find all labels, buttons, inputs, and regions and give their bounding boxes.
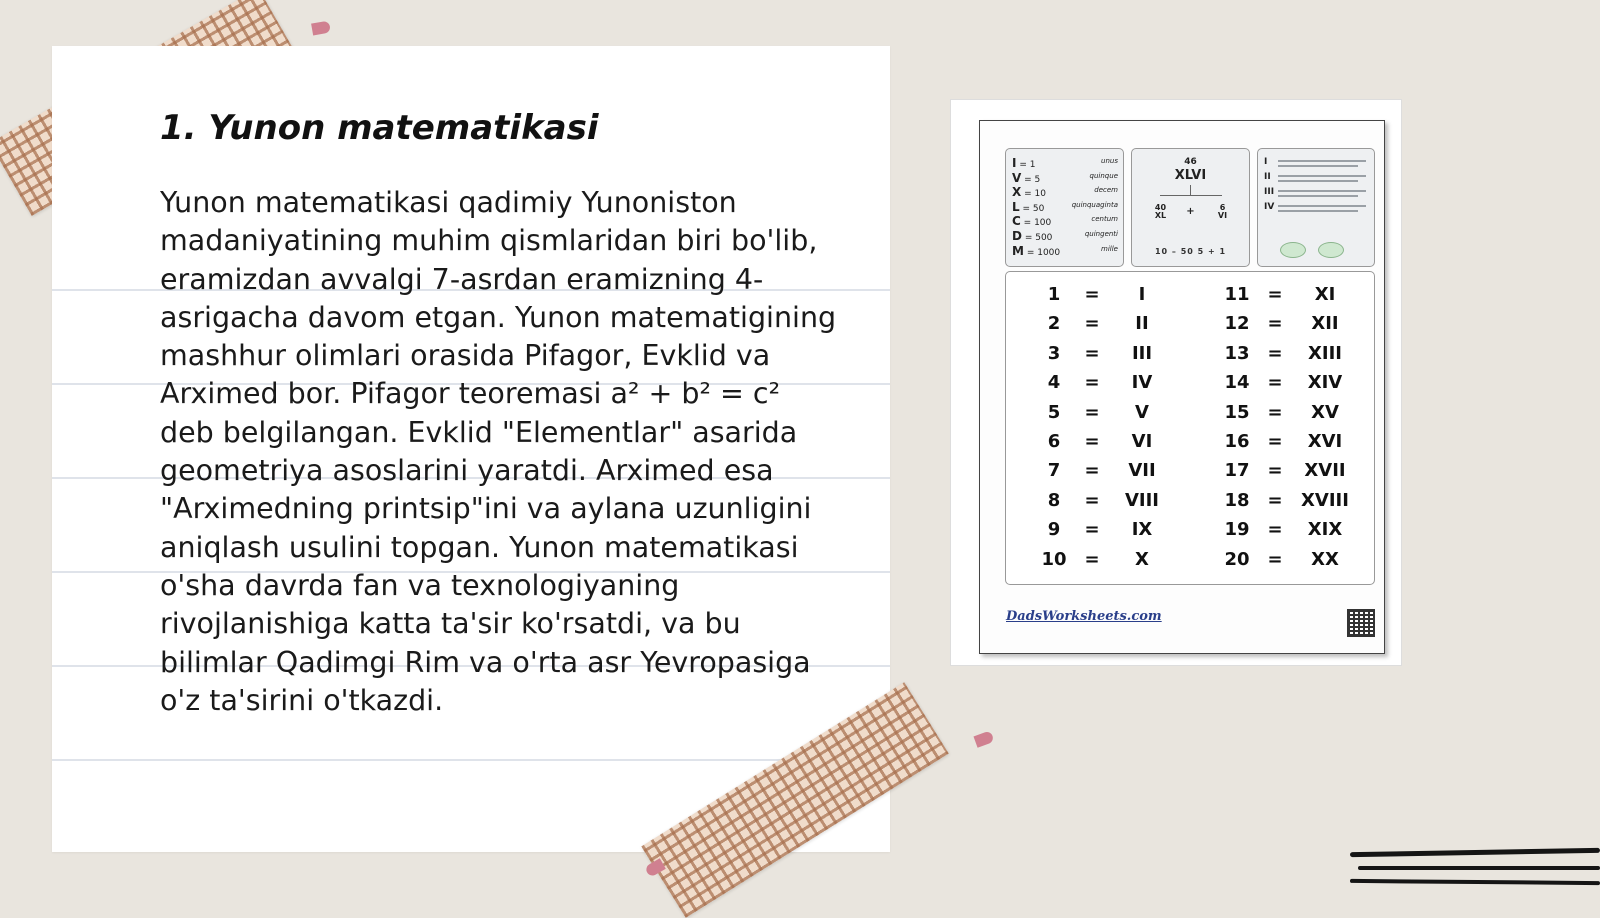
numeral-table-row xyxy=(1211,519,1371,545)
rule-text-line xyxy=(1278,160,1366,162)
symbol-latin: quinquaginta xyxy=(1071,200,1118,209)
symbol-numeral: I xyxy=(1012,156,1017,170)
table-equals: = xyxy=(1084,372,1100,394)
symbol-latin: unus xyxy=(1101,157,1118,165)
table-roman: II xyxy=(1135,313,1149,335)
numeral-table-row xyxy=(1028,490,1188,516)
table-number: 9 xyxy=(1047,519,1061,541)
worksheet-page xyxy=(979,120,1385,654)
table-equals: = xyxy=(1267,372,1283,394)
numeral-table-row xyxy=(1211,402,1371,428)
table-number: 20 xyxy=(1224,548,1250,570)
table-equals: = xyxy=(1267,342,1283,364)
table-number: 4 xyxy=(1047,372,1061,394)
table-equals: = xyxy=(1084,284,1100,305)
table-equals: = xyxy=(1267,313,1283,335)
numeral-table xyxy=(1005,271,1375,585)
table-roman: VIII xyxy=(1124,489,1160,511)
symbol-latin: quinque xyxy=(1089,171,1118,180)
table-equals: = xyxy=(1084,519,1100,541)
qr-code-icon xyxy=(1347,609,1375,637)
table-roman: X xyxy=(1135,548,1149,570)
table-equals: = xyxy=(1267,489,1283,511)
table-roman: V xyxy=(1135,401,1149,423)
table-number: 15 xyxy=(1224,401,1250,423)
table-roman: I xyxy=(1138,284,1146,305)
tree-branch xyxy=(1190,185,1191,195)
rule-numeral: III xyxy=(1264,187,1275,197)
table-equals: = xyxy=(1084,342,1100,364)
table-roman: XVII xyxy=(1304,460,1346,482)
table-equals: = xyxy=(1084,460,1100,482)
tree-right-numeral: VI xyxy=(1217,211,1228,220)
symbol-latin: quingenti xyxy=(1084,230,1118,238)
numeral-tree-box xyxy=(1131,148,1250,267)
table-roman: IV xyxy=(1131,372,1153,394)
table-roman: XX xyxy=(1311,548,1339,570)
numeral-table-row xyxy=(1028,343,1188,369)
numeral-table-row xyxy=(1028,372,1188,398)
table-number: 10 xyxy=(1041,548,1067,570)
rule-text-line xyxy=(1278,190,1366,192)
rule-text-line xyxy=(1278,210,1358,212)
table-number: 2 xyxy=(1047,313,1061,335)
symbol-value: = 1000 xyxy=(1023,247,1061,258)
table-equals: = xyxy=(1267,460,1283,482)
tree-left-number: 40 xyxy=(1154,203,1167,212)
slide-title: 1. Yunon matematikasi xyxy=(160,108,599,148)
table-roman: VII xyxy=(1128,460,1156,482)
symbol-numeral: X xyxy=(1012,185,1022,200)
table-roman: XII xyxy=(1311,313,1339,335)
symbol-row xyxy=(1012,244,1118,258)
symbol-latin: centum xyxy=(1091,215,1118,224)
notebook-paper xyxy=(52,46,890,852)
symbol-row xyxy=(1012,156,1118,170)
symbol-value: = 50 xyxy=(1019,203,1045,214)
tape-tip-decoration xyxy=(973,730,994,747)
table-roman: XIX xyxy=(1307,519,1343,541)
table-equals: = xyxy=(1084,313,1100,335)
table-roman: XI xyxy=(1314,284,1336,305)
numeral-table-row xyxy=(1211,313,1371,339)
tree-left-numeral: XL xyxy=(1154,211,1167,220)
rule-numeral: II xyxy=(1264,172,1271,182)
rules-box xyxy=(1257,148,1375,267)
rule-numeral: I xyxy=(1264,157,1268,167)
table-equals: = xyxy=(1084,548,1100,570)
table-number: 12 xyxy=(1224,313,1250,335)
table-equals: = xyxy=(1267,431,1283,452)
rule-text-line xyxy=(1278,165,1358,167)
symbol-numeral: D xyxy=(1012,229,1022,243)
symbol-value: = 100 xyxy=(1020,218,1052,229)
symbol-value: = 1 xyxy=(1016,160,1036,170)
numeral-table-row xyxy=(1028,313,1188,339)
symbol-value: = 5 xyxy=(1021,174,1041,185)
symbol-row xyxy=(1012,229,1118,243)
numeral-table-row xyxy=(1028,402,1188,428)
symbol-numeral: M xyxy=(1012,243,1024,258)
tree-numeral: XLVI xyxy=(1174,168,1207,183)
table-roman: VI xyxy=(1131,431,1153,452)
ruled-line xyxy=(52,759,890,761)
symbol-numeral: V xyxy=(1012,170,1022,185)
numeral-table-row xyxy=(1211,431,1371,457)
table-roman: XIV xyxy=(1307,372,1343,394)
numeral-table-row xyxy=(1028,460,1188,486)
rule-text-line xyxy=(1278,175,1366,177)
table-equals: = xyxy=(1084,401,1100,423)
example-stamp-icon xyxy=(1318,242,1344,258)
brush-stroke xyxy=(1350,848,1600,857)
table-number: 1 xyxy=(1047,284,1061,305)
brush-stroke xyxy=(1358,866,1600,870)
table-number: 19 xyxy=(1224,519,1250,541)
symbol-value: = 10 xyxy=(1021,189,1046,200)
symbol-value: = 500 xyxy=(1021,233,1053,243)
symbol-row xyxy=(1012,171,1118,185)
numeral-table-row xyxy=(1211,549,1371,575)
table-equals: = xyxy=(1084,431,1100,452)
table-number: 8 xyxy=(1047,489,1061,511)
table-equals: = xyxy=(1267,401,1283,423)
numeral-table-row xyxy=(1028,549,1188,575)
table-number: 3 xyxy=(1047,342,1061,364)
numeral-table-row xyxy=(1028,284,1188,310)
table-number: 13 xyxy=(1224,342,1250,364)
numeral-table-row xyxy=(1211,372,1371,398)
table-number: 18 xyxy=(1224,489,1250,511)
symbol-row xyxy=(1012,185,1118,199)
worksheet-logo: DadsWorksheets.com xyxy=(1006,609,1162,624)
table-roman: IX xyxy=(1131,519,1153,541)
rule-text-line xyxy=(1278,180,1358,182)
table-equals: = xyxy=(1267,284,1283,305)
numeral-table-row xyxy=(1211,343,1371,369)
table-number: 5 xyxy=(1047,401,1061,423)
tree-branch xyxy=(1160,195,1222,196)
rule-numeral: IV xyxy=(1264,202,1275,212)
brush-stroke xyxy=(1350,879,1600,885)
table-number: 6 xyxy=(1047,431,1061,452)
rule-text-line xyxy=(1278,195,1358,197)
numeral-table-row xyxy=(1211,460,1371,486)
table-roman: III xyxy=(1131,342,1153,364)
table-equals: = xyxy=(1267,519,1283,541)
table-number: 17 xyxy=(1224,460,1250,482)
symbol-latin: mille xyxy=(1101,244,1118,253)
numeral-table-row xyxy=(1028,431,1188,457)
tree-number: 46 xyxy=(1184,157,1197,167)
table-roman: XVI xyxy=(1307,431,1343,452)
symbol-numeral: L xyxy=(1012,199,1020,214)
numeral-table-row xyxy=(1211,490,1371,516)
example-stamp-icon xyxy=(1280,242,1306,258)
table-number: 14 xyxy=(1224,372,1250,394)
tree-bottom-row: 10 – 50 5 + 1 xyxy=(1154,247,1227,256)
tree-plus: + xyxy=(1186,206,1195,217)
table-number: 11 xyxy=(1224,284,1250,305)
table-roman: XVIII xyxy=(1301,489,1349,511)
tape-tip-decoration xyxy=(311,21,331,36)
numeral-table-row xyxy=(1028,519,1188,545)
table-equals: = xyxy=(1084,489,1100,511)
table-roman: XIII xyxy=(1308,342,1342,364)
rule-text-line xyxy=(1278,205,1366,207)
tree-right-number: 6 xyxy=(1219,203,1226,212)
table-roman: XV xyxy=(1311,401,1339,423)
table-equals: = xyxy=(1267,548,1283,570)
roman-numerals-worksheet-image xyxy=(950,99,1402,666)
rule-row xyxy=(1264,202,1368,222)
table-number: 7 xyxy=(1047,460,1061,482)
slide-body-text: Yunon matematikasi qadimiy Yunoniston madaniyatining muhim qismlaridan biri bo'lib, eramizdan avvalgi 7-asrdan eramizning 4-asrigacha davom etgan. Yunon matematigining mashhur olimlari orasida Pifagor, Evklid va Arximed bor. Pifagor teoremasi a² + b² = c² deb belgilangan. Evklid "Elementlar" asarida geometriya asoslarini yaratdi. Arximed esa "Arximedning printsip"ini va aylana uzunligini aniqlash usulini topgan. Yunon matematikasi o'sha davrda fan va texnologiyaning rivojlanishiga katta ta'sir ko'rsatdi, va bu bilimlar Qadimgi Rim va o'rta asr Yevropasiga o'z ta'sirini o'tkazdi. xyxy=(160,186,837,717)
symbol-latin: decem xyxy=(1094,186,1118,195)
numeral-table-row xyxy=(1211,284,1371,310)
symbol-numeral: C xyxy=(1012,214,1021,229)
table-number: 16 xyxy=(1224,431,1250,452)
